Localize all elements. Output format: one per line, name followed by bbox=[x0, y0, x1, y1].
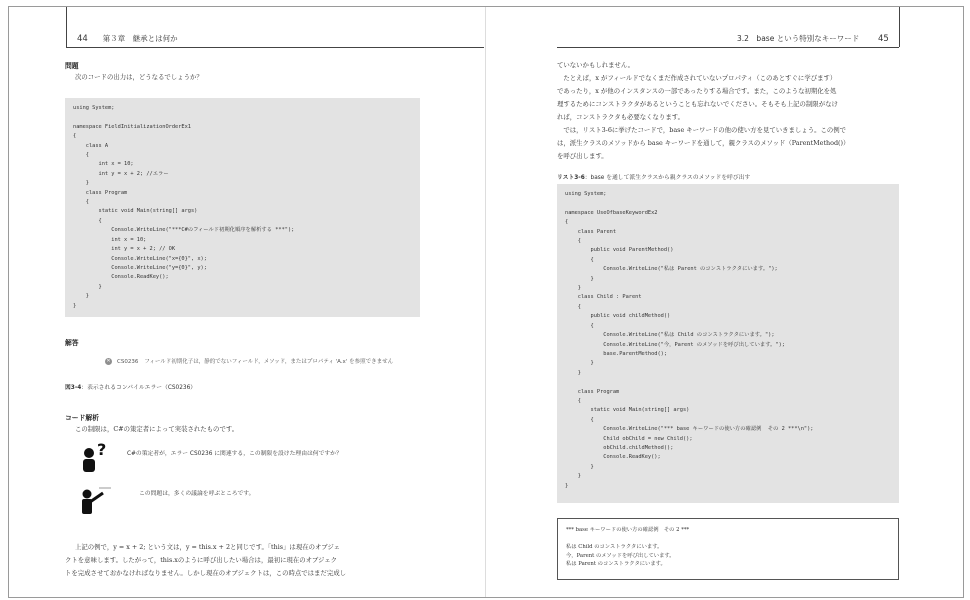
question-text: 次のコードの出力は，どうなるでしょうか？ bbox=[75, 73, 203, 81]
question-heading: 問題 bbox=[65, 62, 79, 70]
intro-line-3: であったり，x が他のインスタンスの一部であったりする場合です。また，このような初期化を処 bbox=[557, 87, 837, 95]
intro-line-5: れば，コンストラクタも必要なくなります。 bbox=[557, 113, 684, 121]
right-page-number: 45 bbox=[877, 34, 889, 44]
analysis-heading: コード解析 bbox=[65, 414, 99, 422]
header-tab-mark bbox=[66, 7, 67, 47]
error-icon: ✕ bbox=[106, 358, 111, 364]
left-code-block: using System; namespace FieldInitializationOrderEx1 { class A { int x = 10; int y = x + 2; //エラー } class Program { static void Main(string[] args) { Console.WriteLine("***C#のフィールド初期化順序を解析する ***"); int x = 10; int y = x + 2; // OK Console.WriteLine("x={0}", x); Console.WriteLine("y={0}", y); Console.ReadKey(); } } } bbox=[65, 98, 420, 317]
section-title: 3.2 base という特別なキーワード bbox=[737, 34, 860, 43]
right-page bbox=[487, 7, 963, 597]
right-header-rule bbox=[557, 47, 899, 48]
intro-line-1: ていないかもしれません。 bbox=[557, 61, 635, 69]
left-page bbox=[9, 7, 484, 597]
listing-caption-text: ：base を通して派生クラスから親クラスのメソッドを呼び出す bbox=[584, 175, 751, 181]
svg-text:?: ? bbox=[97, 440, 107, 459]
left-header-rule bbox=[66, 47, 484, 48]
figure-caption bbox=[65, 382, 196, 391]
book-spread bbox=[8, 6, 964, 598]
compiler-error bbox=[105, 357, 393, 365]
error-code: CS0236 bbox=[117, 359, 139, 365]
note-question: C#の策定者が，エラー CS0236 に関連する，この制限を設けた理由は何ですか？ bbox=[127, 451, 342, 457]
error-message: フィールド初期化子は，静的でないフィールド，メソッド，またはプロパティ 'A.x' を参照できません bbox=[144, 359, 394, 365]
body-line-2: クトを意味します。したがって，this.xのように呼び出したい場合は，最初に現在のオブジェク bbox=[65, 556, 338, 564]
right-header bbox=[737, 33, 889, 44]
chapter-title: 第３章 継承とは何か bbox=[102, 34, 178, 43]
figure-label: 図3-4 bbox=[65, 385, 82, 391]
gutter bbox=[485, 7, 486, 597]
questioner-figure-icon bbox=[79, 440, 113, 472]
analysis-text: この制限は，C#の策定者によって実装されたものです。 bbox=[75, 425, 239, 433]
intro-line-2: たとえば，x がフィールドでなくまだ作成されていないプロパティ（このあとすぐに学びます） bbox=[557, 74, 837, 82]
right-code-block: using System; namespace UseOfbaseKeywordEx2 { class Parent { public void ParentMethod() { Console.WriteLine("私は Parent のコンストラクタにいます。"); } } class Child : Parent { public void childMethod() { Console.WriteLine("私は Child のコンストラクタにいます。"); Console.WriteLine("今，Parent のメソッドを呼び出しています。"); base.ParentMethod(); } } class Program { static void Main(string[] args) { Console.WriteLine("*** base キーワードの使い方の確認例 その 2 ***\n"); Child obChild = new Child(); obChild.childMethod(); Console.ReadKey(); } } } bbox=[557, 184, 899, 503]
listing-label: リスト3-6 bbox=[557, 175, 585, 181]
intro-line-6: では，リスト3-6に挙げたコードで，base キーワードの他の使い方を見ていきましょう。この例で bbox=[557, 126, 847, 134]
console-output-box: *** base キーワードの使い方の確認例 その 2 *** 私は Child のコンストラクタにいます。 今，Parent のメソッドを呼び出しています。 私は Parent のコンストラクタにいます。 bbox=[557, 518, 899, 580]
intro-line-4: 理するためにコンストラクタがあるということも忘れないでください。そもそも上記の制限がなけ bbox=[557, 100, 838, 108]
body-line-1: 上記の例で，y = x + 2; という文は，y = this.x + 2と同じです。「this」は現在のオブジェ bbox=[75, 543, 340, 551]
intro-line-7: は，派生クラスのメソッドから base キーワードを通して，親クラスのメソッド（ParentMethod()） bbox=[557, 139, 850, 147]
note-answer: この問題は，多くの議論を呼ぶところです。 bbox=[139, 491, 255, 497]
body-line-3: トを完成させておかなければなりません。しかし現在のオブジェクトは，この時点ではまだ完成し bbox=[65, 569, 346, 577]
header-tab-mark bbox=[899, 7, 900, 47]
intro-line-8: を呼び出します。 bbox=[557, 152, 608, 160]
left-header bbox=[77, 33, 178, 44]
listing-caption bbox=[557, 172, 750, 181]
left-page-number: 44 bbox=[77, 34, 88, 44]
presenter-figure-icon bbox=[79, 484, 113, 514]
figure-caption-text: ：表示されるコンパイルエラー（CS0236） bbox=[81, 385, 197, 391]
answer-heading: 解答 bbox=[65, 339, 79, 347]
